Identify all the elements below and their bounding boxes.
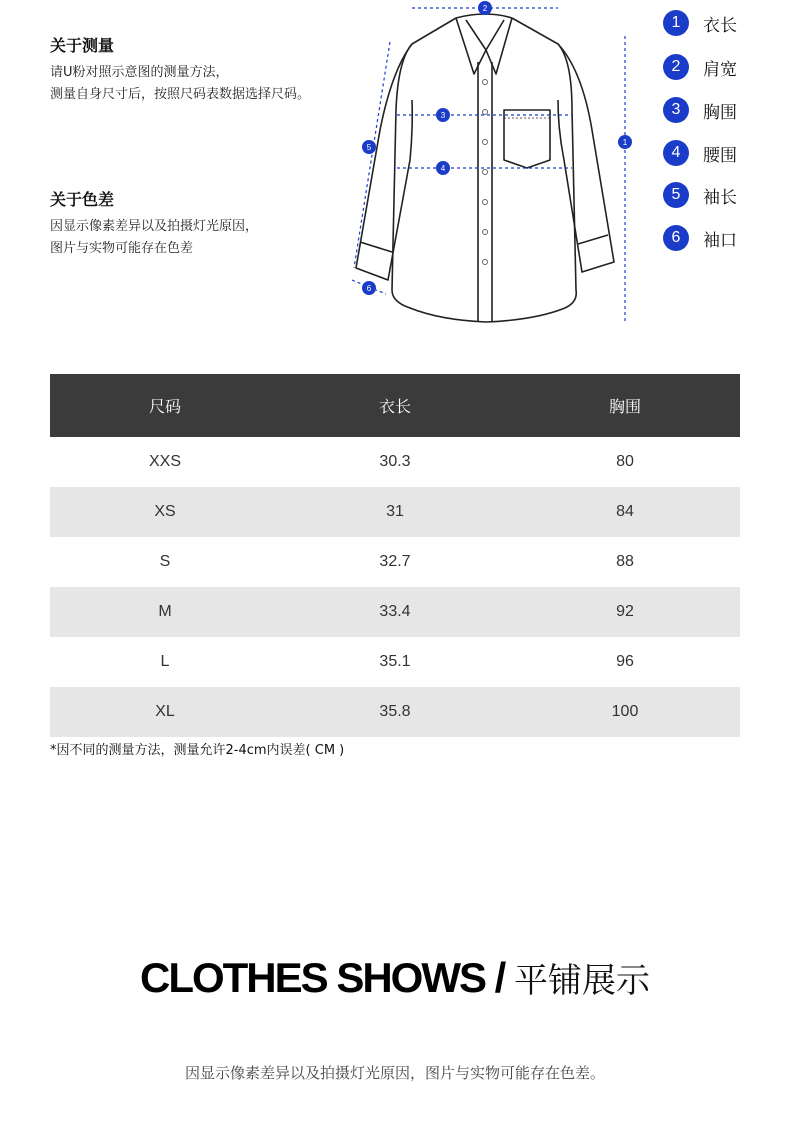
clothes-shows-title [0, 953, 790, 1002]
cell-chest: 92 [510, 587, 740, 637]
diagram-marker-2 [478, 1, 492, 15]
table-row [50, 637, 740, 687]
svg-text:2: 2 [482, 4, 488, 13]
table-row [50, 687, 740, 737]
legend-number: 4 [663, 140, 689, 166]
cell-size: S [159, 553, 171, 570]
color-line: 因显示像素差异以及拍摄灯光原因， [50, 219, 259, 234]
clothes-shows-title-zh: 平铺展示 [514, 961, 650, 1001]
cell-length: 31 [280, 487, 510, 537]
size-table [50, 374, 740, 737]
legend-number: 3 [663, 97, 689, 123]
table-row [50, 437, 740, 487]
color-difference-note: 因显示像素差异以及拍摄灯光原因，图片与实物可能存在色差。 [184, 1064, 605, 1082]
table-header-row [50, 374, 740, 437]
legend-number: 2 [663, 54, 689, 80]
cell-chest: 96 [616, 653, 634, 670]
diagram-marker-1 [618, 135, 632, 149]
cell-size: L [160, 653, 170, 670]
color-heading: 关于色差 [50, 190, 115, 209]
cell-size: XS [50, 487, 280, 537]
measure-heading: 关于测量 [50, 36, 115, 55]
cell-size: M [50, 587, 280, 637]
cell-chest: 100 [510, 687, 740, 737]
svg-text:1: 1 [622, 138, 628, 147]
cell-length: 30.3 [379, 453, 411, 470]
color-line: 图片与实物可能存在色差 [50, 241, 194, 256]
legend-item-waist [663, 139, 737, 167]
svg-text:6: 6 [366, 284, 372, 293]
measure-markers [362, 1, 632, 295]
legend-item-cuff [663, 224, 737, 252]
measure-description [50, 62, 310, 106]
header-length: 衣长 [280, 374, 510, 437]
legend-number: 5 [663, 182, 689, 208]
cell-size: XL [50, 687, 280, 737]
svg-text:4: 4 [440, 164, 446, 173]
cell-length: 33.4 [280, 587, 510, 637]
legend-item-chest [663, 96, 737, 124]
diagram-marker-5 [362, 140, 376, 154]
diagram-marker-3 [436, 108, 450, 122]
cell-chest: 84 [510, 487, 740, 537]
legend-number: 1 [663, 10, 689, 36]
legend-number: 6 [663, 225, 689, 251]
measure-line: 请U粉对照示意图的测量方法， [50, 65, 229, 80]
shirt-diagram [340, 0, 640, 330]
legend-label: 袖长 [703, 187, 737, 208]
table-row [50, 587, 740, 637]
diagram-marker-6 [362, 281, 376, 295]
clothes-shows-title-en: CLOTHES SHOWS / [139, 954, 514, 1001]
shirt-outline [356, 14, 614, 322]
header-chest: 胸围 [510, 374, 740, 437]
legend-item-shoulder [663, 53, 737, 81]
header-size: 尺码 [50, 374, 280, 437]
legend-item-length [663, 9, 737, 37]
cell-length: 32.7 [379, 553, 411, 570]
shirt-buttons [483, 80, 488, 265]
diagram-marker-4 [436, 161, 450, 175]
color-description [50, 216, 258, 260]
svg-text:5: 5 [366, 143, 372, 152]
legend-label: 衣长 [703, 15, 737, 36]
cell-length: 35.8 [280, 687, 510, 737]
legend-label: 肩宽 [703, 59, 737, 80]
measurement-note: *因不同的测量方法，测量允许2-4cm内误差( CM ) [50, 743, 345, 758]
cell-chest: 80 [616, 453, 634, 470]
legend-label: 胸围 [703, 102, 737, 123]
svg-text:3: 3 [440, 111, 446, 120]
measure-line: 测量自身尺寸后，按照尺码表数据选择尺码。 [50, 87, 311, 102]
table-row [50, 487, 740, 537]
table-row [50, 537, 740, 587]
legend-item-sleeve [663, 181, 737, 209]
cell-length: 35.1 [379, 653, 411, 670]
legend-label: 腰围 [703, 145, 737, 166]
cell-chest: 88 [616, 553, 634, 570]
cell-size: XXS [148, 453, 181, 470]
legend-label: 袖口 [703, 230, 737, 251]
